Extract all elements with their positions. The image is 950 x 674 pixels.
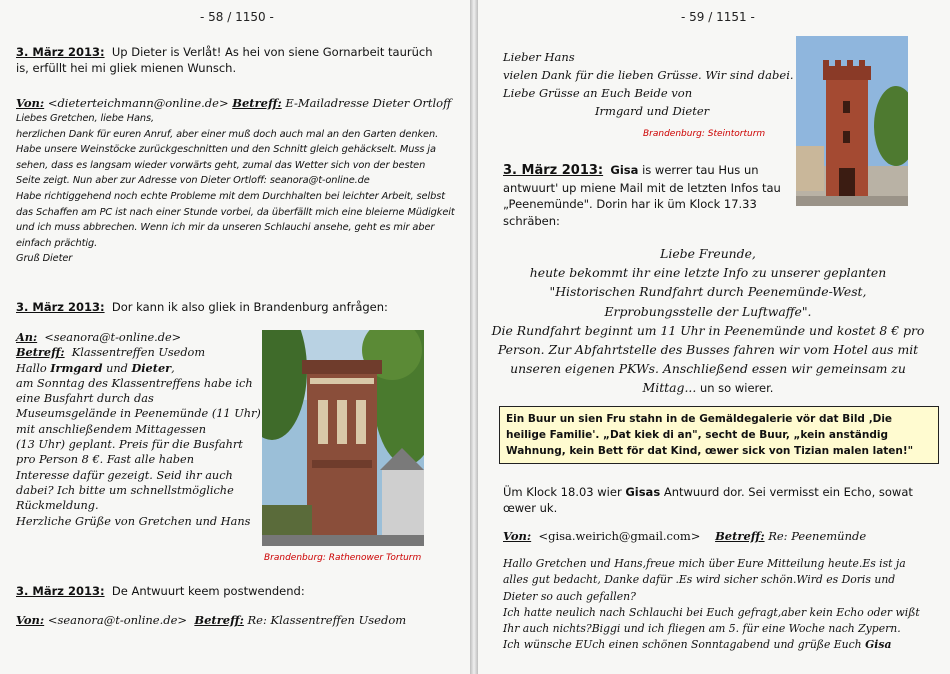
email-signature: Irmgard und Dieter: [595, 104, 710, 118]
reply-email: [503, 48, 803, 120]
email-4-body: [503, 556, 943, 654]
greeting-name: Dieter: [131, 360, 172, 375]
email-line: einfach prächtig.: [16, 237, 98, 249]
right-page: [478, 0, 950, 674]
subject-text: Re: Peenemünde: [768, 529, 867, 543]
invitation-line: Mittag...: [642, 380, 697, 396]
photo-rathenower-torturm: [262, 330, 424, 546]
paragraph-text: œwer uk.: [503, 501, 558, 515]
paragraph-1: [503, 162, 793, 229]
paragraph-text: schräben:: [503, 213, 560, 228]
greeting-text: ,: [171, 361, 175, 375]
email-line: Ich wünsche EUch einen schönen Sonntagabend und grüße Euch: [503, 638, 866, 652]
email-line: vielen Dank für die lieben Grüsse. Wir sind dabei.: [503, 68, 794, 82]
email-line: Seite zeigt. Nun aber zur Adresse von Dieter Ortloff: seanora@t-online.de: [16, 175, 370, 187]
subject-text: Klassentreffen Usedom: [71, 346, 206, 360]
invitation-line: Liebe Freunde,: [660, 246, 756, 261]
paragraph-text: antwuurt' up miene Mail mit de letzten Infos tau: [503, 180, 781, 195]
subject-label: Betreff:: [16, 345, 65, 360]
subject-label: Betreff:: [194, 613, 244, 627]
date-label: 3. März 2013:: [16, 300, 105, 314]
photo-caption: Brandenburg: Steintorturm: [643, 129, 766, 139]
invitation-line: heute bekommt ihr eine letzte Info zu unserer geplanten: [529, 265, 887, 281]
email-line: Liebe Grüsse an Euch Beide von: [503, 86, 693, 100]
invitation-line: Person. Zur Abfahrtstelle des Busses fahren wir vom Hotel aus mit: [497, 342, 919, 358]
left-page: [0, 0, 470, 674]
paragraph-text: Dor kann ik also gliek in Brandenburg anfrågen:: [111, 300, 388, 314]
joke-line: Ein Buur un sien Fru stahn in de Gemäldegalerie vör dat Bild ‚Die: [506, 413, 893, 425]
email-1: [16, 96, 461, 267]
from-address: <seanora@t-online.de>: [47, 613, 188, 627]
photo-steintorturm: [796, 36, 908, 206]
email-line: alles gut bedacht, Danke dafür .Es wird sicher schön.Wird es Doris und: [503, 573, 896, 587]
subject-text: Re: Klassentreffen Usedom: [247, 613, 407, 627]
date-label: 3. März 2013:: [503, 163, 604, 178]
email-line: Ich hatte neulich nach Schlauchi bei Euch gefragt,aber kein Echo oder wißt: [503, 605, 920, 619]
email-line: Rückmeldung.: [16, 499, 99, 513]
invitation-line: Die Rundfahrt beginnt um 11 Uhr in Peenemünde und kostet 8 € pro: [491, 322, 925, 338]
email-line: dabei? Ich bitte um schnellstmögliche: [16, 483, 234, 497]
paragraph-text: Up Dieter is Verlåt! As hei von siene Gornarbeit taurüch: [111, 45, 433, 59]
subject-text: E-Mailadresse Dieter Ortloff: [285, 96, 452, 110]
subject-label: Betreff:: [232, 96, 282, 110]
invitation-line: Erprobungsstelle der Luftwaffe".: [604, 303, 812, 319]
email-line: herzlichen Dank für euren Anruf, aber einer muß doch auch mal an den Garten denken.: [16, 128, 439, 140]
email-line: pro Person 8 €. Fast alle haben: [16, 453, 194, 467]
paragraph-2: [16, 300, 388, 316]
paragraph-text: „Peenemünde". Dorin har ik üm Klock 17.33: [503, 197, 757, 211]
date-label: 3. März 2013:: [16, 45, 105, 59]
from-label: Von:: [503, 529, 532, 543]
invitation-line: un so wierer.: [696, 381, 774, 396]
email-header: [16, 96, 461, 111]
email-4-header: [503, 529, 866, 543]
date-label: 3. März 2013:: [16, 584, 105, 598]
tower-photo-image: [796, 36, 908, 206]
paragraph-text: is werrer tau Hus un: [642, 163, 759, 177]
email-line: Hallo Gretchen und Hans,freue mich über Eure Mitteilung heute.Es ist ja: [503, 557, 906, 570]
person-name: Gisa: [610, 163, 639, 177]
greeting-name: Irmgard: [50, 360, 103, 375]
email-line: Herzliche Grüße von Gretchen und Hans: [16, 514, 251, 528]
book-spine: [470, 0, 478, 674]
greeting-text: und: [102, 361, 132, 375]
email-line: sehen, dass es langsam wieder vorwärts geht, zumal das Wetter sich von der besten: [16, 159, 426, 171]
from-address: <gisa.weirich@gmail.com>: [538, 529, 701, 543]
to-label: An:: [16, 330, 38, 344]
email-line: Dieter so auch gefallen?: [503, 589, 636, 603]
email-body: [16, 111, 461, 267]
paragraph-2: [503, 484, 943, 516]
paragraph-text: is, erfüllt hei mi gliek mienen Wunsch.: [16, 60, 237, 75]
joke-line: Wahnung, kein Bett för dat Kind, œwer sick von Tizian malen laten!": [506, 445, 914, 457]
paragraph-1: [16, 45, 456, 76]
email-line: Lieber Hans: [503, 50, 575, 64]
to-address: <seanora@t-online.de>: [44, 331, 182, 344]
email-line: Museumsgelände in Peenemünde (11 Uhr): [16, 407, 261, 421]
tower-photo-image: [262, 330, 424, 546]
paragraph-text: Üm Klock 18.03 wier: [503, 485, 626, 499]
person-name: Gisa: [865, 638, 892, 652]
paragraph-text: De Antwuurt keem postwendend:: [111, 584, 305, 598]
email-line: Habe richtiggehend noch echte Probleme mit dem Durchhalten bei leichter Arbeit, selbst: [16, 190, 445, 202]
photo-caption: Brandenburg: Rathenower Torturm: [264, 553, 422, 563]
page-number: - 58 / 1150 -: [200, 10, 274, 24]
email-line: Interesse dafür gezeigt. Seid ihr auch: [16, 468, 233, 482]
invitation-line: "Historischen Rundfahrt durch Peenemünde-West,: [549, 284, 867, 300]
email-line: am Sonntag des Klassentreffens habe ich: [16, 376, 253, 390]
email-line: eine Busfahrt durch das: [16, 392, 154, 406]
person-name: Gisas: [625, 485, 661, 499]
paragraph-3: [16, 584, 305, 600]
email-signature: Gruß Dieter: [16, 253, 73, 265]
email-line: und ich muss abbrechen. Wenn ich mir da unseren Schlauchi ansehe, geht es mir aber: [16, 222, 435, 234]
email-line: (13 Uhr) geplant. Preis für die Busfahrt: [16, 438, 243, 452]
email-line: mit anschließendem Mittagessen: [16, 422, 206, 436]
email-line: Habe unsere Weinstöcke zurückgeschnitten und den Schnitt gleich gehäckselt. Muss ja: [16, 144, 436, 156]
from-label: Von:: [16, 613, 45, 627]
greeting-text: Hallo: [16, 361, 51, 375]
email-3-header: [16, 613, 406, 627]
page-number: - 59 / 1151 -: [681, 10, 755, 24]
subject-label: Betreff:: [715, 529, 765, 543]
invitation-text: [488, 244, 928, 399]
email-line: Ihr auch nichts?Biggi und ich fliegen am 5. für eine Woche nach Zypern.: [503, 622, 901, 636]
email-line: das Schaffen am PC ist nach einer Stunde vorbei, da überfällt mich eine bleierne Müdigkeit: [16, 206, 455, 218]
joke-box: [499, 406, 939, 464]
email-2: [16, 330, 261, 529]
invitation-line: unseren eigenen PKWs. Anschließend essen wir gemeinsam zu: [510, 361, 906, 377]
from-label: Von:: [16, 96, 45, 110]
from-address: <dieterteichmann@online.de>: [47, 96, 229, 110]
email-line: Liebes Gretchen, liebe Hans,: [16, 113, 155, 124]
paragraph-text: Antwuurd dor. Sei vermisst ein Echo, sowat: [660, 485, 913, 499]
joke-line: heilige Familie'. „Dat kiek di an", secht de Buur, „kein anständig: [506, 429, 888, 441]
